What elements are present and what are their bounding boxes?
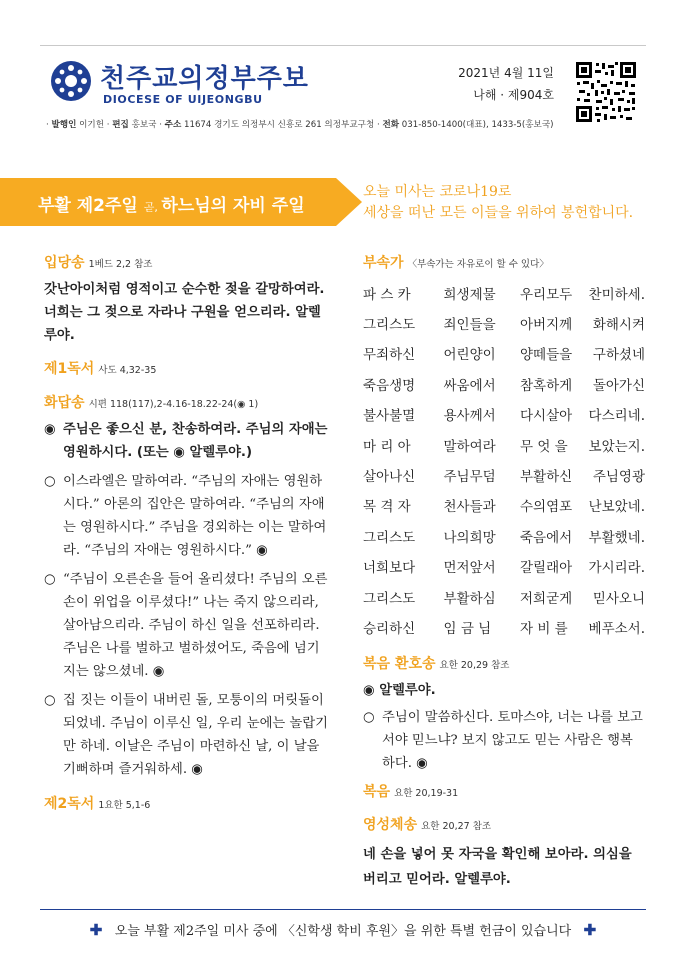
editor-label: 편집 <box>112 120 129 130</box>
hymn-cell: 수의염포 <box>520 499 573 516</box>
hymn-cell: 부활했네. <box>588 529 645 546</box>
hymn-cell: 베푸소서. <box>588 620 645 637</box>
hymn-cell: 너희보다 <box>363 560 416 577</box>
hymn-cell: 무죄하신 <box>363 347 416 364</box>
hymn-cell: 그리스도 <box>363 317 416 334</box>
psalm-verse-2 <box>44 568 332 683</box>
hymn-cell: 부활하심 <box>443 590 496 607</box>
hymn-cell: 마 리 아 <box>363 438 411 455</box>
hymn-cell: 참혹하게 <box>520 377 573 394</box>
left-column <box>44 252 332 817</box>
acclamation-response: ◉ 알렐루야. <box>363 682 436 698</box>
hymn-row <box>363 341 645 371</box>
sunday-title-sub: 하느님의 자비 주일 <box>161 196 305 216</box>
acclamation-verse <box>363 706 645 775</box>
hymn-cell: 믿사오니 <box>592 590 645 607</box>
publisher-label: 발행인 <box>51 120 77 130</box>
mass-intention-notice <box>363 182 653 224</box>
address: 11674 경기도 의정부시 신흥로 261 의정부교구청 <box>184 120 375 130</box>
acclamation-ref: 요한 20,29 참조 <box>439 659 510 671</box>
hymn-cell: 죽음에서 <box>520 529 573 546</box>
header-top-rule <box>40 45 646 46</box>
hymn-cell: 희생제물 <box>443 286 496 303</box>
notice-line-2: 세상을 떠난 모든 이들을 위하여 봉헌합니다. <box>363 205 634 221</box>
hymn-cell: 양떼들을 <box>520 347 573 364</box>
right-column <box>363 252 645 892</box>
acclamation-label: 복음 환호송 <box>363 655 436 672</box>
communion-ref: 요한 20,27 참조 <box>421 820 492 832</box>
sunday-title-connector: 곧, <box>143 201 162 214</box>
first-reading-ref: 사도 4,32-35 <box>98 365 157 376</box>
publisher: 이기헌 <box>79 120 105 130</box>
acclamation-header <box>363 653 645 677</box>
hymn-cell: 싸움에서 <box>443 377 496 394</box>
publication-info: · 발행인 이기헌 · 편집 홍보국 · 주소 11674 경기도 의정부시 신흥로 261 의정부교구청 · 전화 031-850-1400(대표), 1433-5(홍보국) <box>46 120 554 130</box>
hymn-cell: 보았는지. <box>588 438 645 455</box>
entrance-antiphon-text: 갓난아이처럼 영적이고 순수한 젖을 갈망하여라. 너희는 그 젖으로 자라나 구원을 얻으리라. 알렐루야. <box>44 282 325 343</box>
cross-icon: ✚ <box>89 921 103 939</box>
verse-mark-icon: ○ <box>363 709 375 725</box>
hymn-cell: 저희굳게 <box>520 590 573 607</box>
second-reading-ref: 1요한 5,1-6 <box>98 800 151 811</box>
first-reading-label: 제1독서 <box>44 361 95 377</box>
hymn-cell: 아버지께 <box>520 317 573 334</box>
hymn-cell: 불사불멸 <box>363 408 416 425</box>
communion-label: 영성체송 <box>363 816 418 833</box>
hymn-row <box>363 280 645 310</box>
special-collection-text: 오늘 부활 제2주일 미사 중에 〈신학생 학비 후원〉을 위한 특별 헌금이 있습니다 <box>114 924 572 939</box>
psalm-verse-1 <box>44 470 332 562</box>
hymn-cell: 용사께서 <box>443 408 496 425</box>
phone: 031-850-1400(대표), 1433-5(홍보국) <box>401 120 554 130</box>
hymn-row <box>363 523 645 553</box>
hymn-cell: 주님무덤 <box>443 469 496 486</box>
entrance-ref: 1베드 2,2 참조 <box>88 259 153 270</box>
sequence-ref: 〈부속가는 자유로이 할 수 있다〉 <box>407 259 549 270</box>
hymn-cell: 화해시켜 <box>592 317 645 334</box>
hymn-cell: 돌아가신 <box>592 377 645 394</box>
hymn-row <box>363 371 645 401</box>
footer-rule <box>40 909 646 910</box>
hymn-cell: 다시살아 <box>520 408 573 425</box>
psalm-response <box>44 418 332 464</box>
hymn-cell: 죄인들을 <box>443 317 496 334</box>
issue-date: 2021년 4월 11일 <box>458 66 554 80</box>
hymn-cell: 갈릴래아 <box>520 560 573 577</box>
issue-number: 나해 · 제904호 <box>473 88 554 102</box>
hymn-cell: 그리스도 <box>363 529 416 546</box>
communion-text: 네 손을 넣어 못 자국을 확인해 보아라. 의심을 버리고 믿어라. 알렐루야. <box>363 846 632 887</box>
hymn-cell: 나의희망 <box>443 529 496 546</box>
qr-code-icon[interactable] <box>574 60 638 124</box>
hymn-cell: 말하여라 <box>443 438 496 455</box>
communion-header <box>363 814 645 838</box>
hymn-cell: 주님영광 <box>592 469 645 486</box>
hymn-cell: 부활하신 <box>520 469 573 486</box>
bulletin-title-en: DIOCESE OF UIJEONGBU <box>103 93 263 106</box>
entrance-label: 입당송 <box>44 255 85 271</box>
hymn-cell: 무 엇 을 <box>520 438 568 455</box>
hymn-row <box>363 493 645 523</box>
hymn-cell: 난보았네. <box>588 499 645 516</box>
address-label: 주소 <box>164 120 182 130</box>
verse-mark-icon: ○ <box>44 474 56 489</box>
psalm-verse-3-text: 집 짓는 이들이 내버린 돌, 모퉁이의 머릿돌이 되었네. 주님이 이루신 일, 우리 눈에는 놀랍기만 하네. 이날은 주님이 마련하신 날, 이 날을 기뻐하며 즐거워하세. ◉ <box>63 693 329 777</box>
first-reading-header <box>44 358 332 382</box>
psalm-header <box>44 392 332 416</box>
hymn-cell: 살아나신 <box>363 469 416 486</box>
hymn-cell: 우리모두 <box>520 286 573 303</box>
hymn-cell: 다스리네. <box>588 408 645 425</box>
hymn-row <box>363 462 645 492</box>
psalm-label: 화답송 <box>44 395 85 411</box>
hymn-cell: 파 스 카 <box>363 286 411 303</box>
second-reading-label: 제2독서 <box>44 796 95 812</box>
diocese-logo-icon <box>50 60 92 102</box>
hymn-cell: 임 금 님 <box>443 620 492 637</box>
verse-mark-icon: ○ <box>44 572 56 587</box>
hymn-cell: 자 비 를 <box>520 620 568 637</box>
verse-mark-icon: ○ <box>44 693 56 708</box>
acclamation-verse-text: 주님이 말씀하신다. 토마스야, 너는 나를 보고서야 믿느냐? 보지 않고도 믿는 사람은 행복하다. ◉ <box>382 709 643 771</box>
cross-icon: ✚ <box>583 921 597 939</box>
phone-label: 전화 <box>382 120 400 130</box>
special-collection-notice <box>0 920 686 939</box>
hymn-row <box>363 432 645 462</box>
hymn-row <box>363 554 645 584</box>
psalm-verse-2-text: “주님이 오른손을 들어 올리셨다! 주님의 오른손이 위업을 이루셨다!” 나는 죽지 않으리라, 살아남으리라. 주님이 하신 일을 선포하리라. 주님은 나를 벌하고 벌하셨어도, 죽음에 넘기지는 않으셨네. ◉ <box>63 572 328 679</box>
hymn-cell: 어린양이 <box>443 347 496 364</box>
psalm-verse-3 <box>44 689 332 781</box>
hymn-row <box>363 402 645 432</box>
sequence-hymn <box>363 280 645 645</box>
response-mark-icon: ◉ <box>44 422 56 437</box>
psalm-response-text: 주님은 좋으신 분, 찬송하여라. 주님의 자애는 영원하시다. (또는 ◉ 알렐루야.) <box>63 422 328 460</box>
hymn-row <box>363 584 645 614</box>
hymn-cell: 먼저앞서 <box>443 560 496 577</box>
hymn-cell: 구하셨네 <box>592 347 645 364</box>
sequence-header <box>363 252 645 276</box>
hymn-cell: 죽음생명 <box>363 377 416 394</box>
hymn-row <box>363 310 645 340</box>
gospel-label: 복음 <box>363 783 391 800</box>
gospel-ref: 요한 20,19-31 <box>394 787 459 799</box>
sunday-title-main: 부활 제2주일 <box>38 196 144 216</box>
hymn-cell: 가시리라. <box>588 560 645 577</box>
hymn-cell: 승리하신 <box>363 620 416 637</box>
bulletin-title: 천주교의정부주보 <box>100 64 309 94</box>
psalm-verse-1-text: 이스라엘은 말하여라. “주님의 자애는 영원하시다.” 아론의 집안은 말하여라. “주님의 자애는 영원하시다.” 주님을 경외하는 이는 말하여라. “주님의 자애는 영원하시다.” ◉ <box>63 474 327 558</box>
sequence-label: 부속가 <box>363 255 404 271</box>
psalm-ref: 시편 118(117),2-4.16-18.22-24(◉ 1) <box>88 399 259 410</box>
hymn-cell: 그리스도 <box>363 590 416 607</box>
gospel-header <box>363 781 645 805</box>
hymn-cell: 천사들과 <box>443 499 496 516</box>
second-reading-header <box>44 793 332 817</box>
notice-line-1: 오늘 미사는 코로나19로 <box>363 184 512 200</box>
editor: 홍보국 <box>131 120 157 130</box>
entrance-antiphon-header <box>44 252 332 276</box>
sunday-banner <box>0 178 336 226</box>
hymn-cell: 목 격 자 <box>363 499 411 516</box>
sunday-title <box>38 191 305 216</box>
hymn-cell: 찬미하세. <box>588 286 645 303</box>
hymn-row <box>363 614 645 644</box>
